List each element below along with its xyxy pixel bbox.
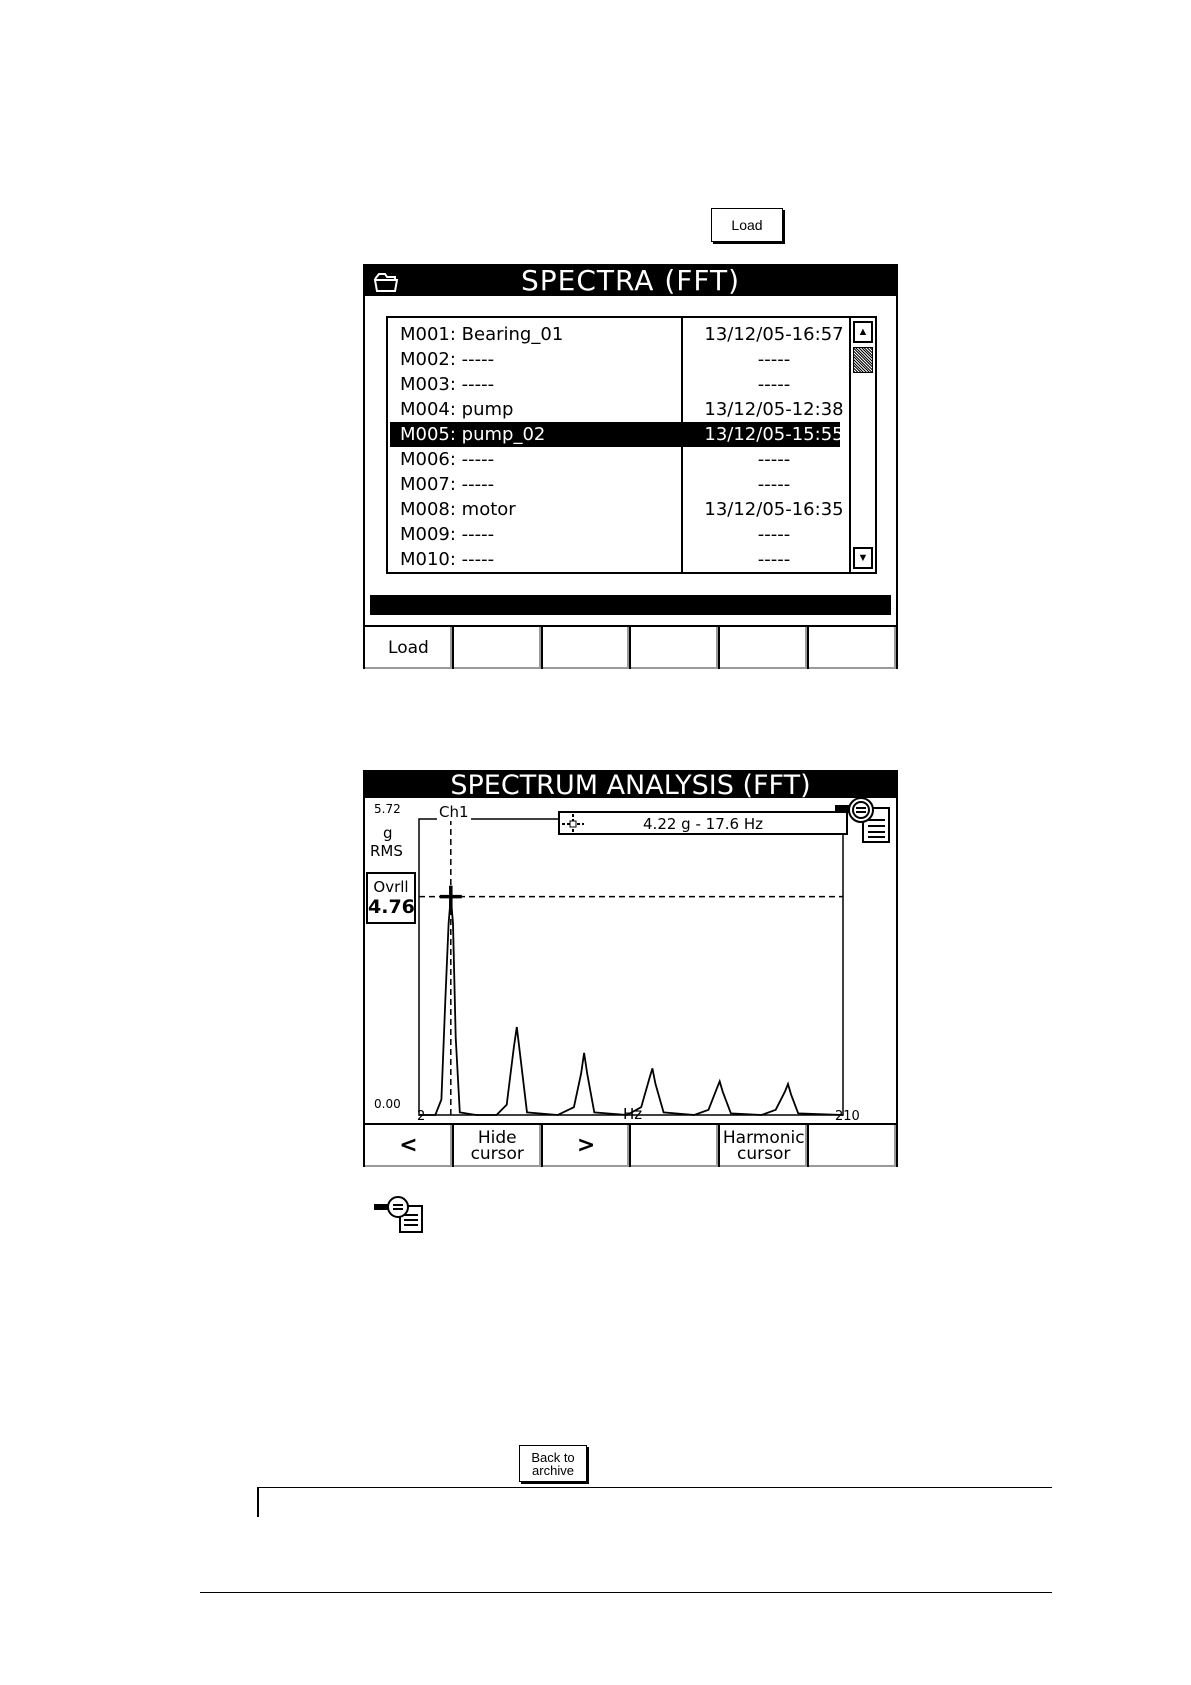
measurement-date: ----- [757, 449, 791, 470]
cursor-readout-box [558, 811, 848, 835]
measurement-date: 13/12/05-12:38 [704, 399, 844, 420]
arrow-down-icon[interactable]: ▼ [853, 547, 873, 569]
measurement-name: M009: ----- [400, 524, 495, 545]
report-magnifier-icon[interactable] [835, 796, 893, 844]
list-item[interactable] [390, 397, 844, 422]
measurement-date: 13/12/05-15:55 [704, 424, 844, 445]
section-divider-tick [257, 1487, 259, 1517]
spectrum-chart[interactable] [363, 798, 898, 1128]
spectra-screen [363, 264, 898, 669]
fkey-4[interactable] [631, 1125, 720, 1167]
list-item[interactable] [390, 497, 844, 522]
measurement-name: M010: ----- [400, 549, 495, 570]
y-min-label: 0.00 [374, 1097, 401, 1111]
measurement-name: M006: ----- [400, 449, 495, 470]
measurement-name: M001: Bearing_01 [400, 324, 564, 345]
measurement-name: M007: ----- [400, 474, 495, 495]
measurement-name: M002: ----- [400, 349, 495, 370]
list-item[interactable] [390, 522, 840, 547]
plot-frame [419, 819, 843, 1115]
fkey-2[interactable] [454, 627, 543, 669]
fkey-load[interactable]: Load [365, 627, 454, 669]
spectrum-title-bar [365, 770, 896, 801]
unit-label-g: g [383, 824, 393, 842]
cursor-readout-text: 4.22 g - 17.6 Hz [643, 815, 763, 833]
spectra-function-keys [365, 625, 896, 669]
measurement-date: ----- [757, 524, 791, 545]
list-item[interactable] [390, 422, 844, 447]
fkey-next[interactable]: > [543, 1125, 632, 1167]
fkey-6[interactable] [809, 1125, 896, 1167]
fkey-6[interactable] [809, 627, 896, 669]
list-item[interactable] [390, 447, 840, 472]
scroll-thumb[interactable] [853, 347, 873, 373]
list-item[interactable] [390, 347, 840, 372]
fkey-4[interactable] [631, 627, 720, 669]
list-scrollbar[interactable] [849, 318, 875, 572]
arrow-up-icon[interactable]: ▲ [853, 321, 873, 343]
spectra-title: SPECTRA (FFT) [520, 264, 741, 297]
load-button-reference[interactable]: Load [711, 208, 783, 242]
y-max-label: 5.72 [374, 802, 401, 816]
overall-label: Ovrll [373, 878, 409, 896]
measurement-name: M008: motor [400, 499, 516, 520]
report-magnifier-icon [374, 1196, 426, 1234]
fkey-3[interactable] [543, 627, 632, 669]
list-item[interactable] [390, 547, 840, 572]
list-item[interactable] [390, 472, 840, 497]
list-item[interactable] [390, 322, 844, 347]
spectrum-title: SPECTRUM ANALYSIS (FFT) [450, 770, 811, 801]
footer-rule [200, 1592, 1052, 1593]
x-max-label: 210 [835, 1109, 860, 1124]
measurement-name: M004: pump [400, 399, 514, 420]
fkey-hide-cursor[interactable]: Hide cursor [454, 1125, 543, 1167]
list-item[interactable] [390, 372, 840, 397]
x-min-label: 2 [417, 1109, 426, 1124]
spectra-title-bar [365, 266, 896, 296]
measurement-date: ----- [757, 374, 791, 395]
unit-label-rms: RMS [370, 842, 403, 860]
spectrum-screen [363, 770, 898, 1167]
fkey-previous[interactable]: < [365, 1125, 454, 1167]
channel-label: Ch1 [439, 803, 469, 821]
fkey-harmonic-cursor[interactable]: Harmonic cursor [720, 1125, 809, 1167]
measurement-name: M005: pump_02 [400, 424, 546, 445]
folder-open-icon [373, 269, 399, 291]
measurement-date: ----- [757, 549, 791, 570]
measurement-date: 13/12/05-16:35 [704, 499, 844, 520]
measurement-date: 13/12/05-16:57 [704, 324, 844, 345]
back-to-archive-button[interactable]: Back to archive [519, 1445, 587, 1482]
measurement-name: M003: ----- [400, 374, 495, 395]
spectrum-series-line [419, 897, 843, 1115]
status-bar [370, 595, 891, 615]
spectrum-function-keys [365, 1123, 896, 1167]
section-divider [257, 1487, 1052, 1488]
overall-value: 4.76 [368, 896, 415, 918]
measurement-date: ----- [757, 474, 791, 495]
fkey-5[interactable] [720, 627, 809, 669]
measurement-list[interactable] [386, 316, 877, 574]
x-unit-label: Hz [623, 1105, 643, 1123]
measurement-date: ----- [757, 349, 791, 370]
